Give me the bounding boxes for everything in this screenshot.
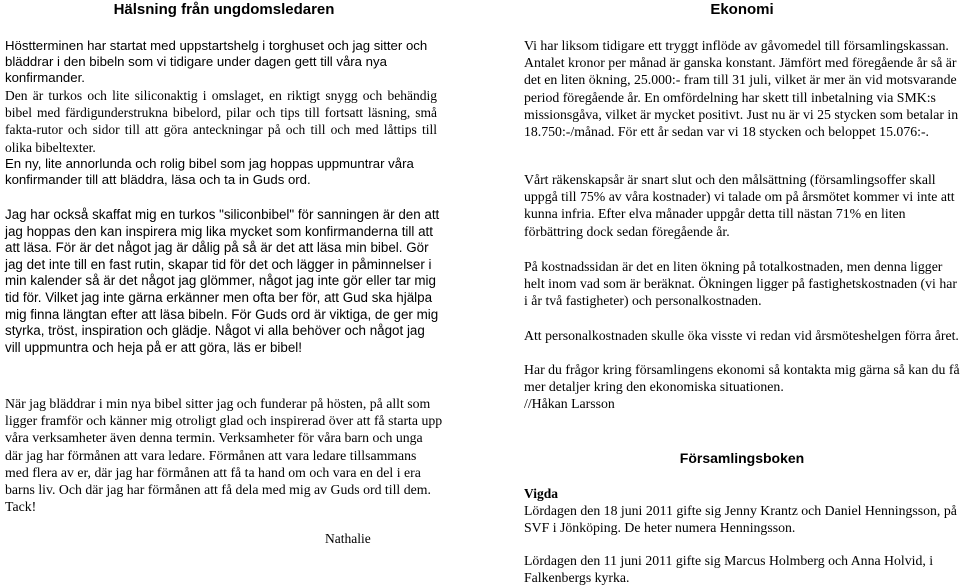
right-paragraph-4: Att personalkostnaden skulle öka visste vi redan vid årsmöteshelgen förra året. [524, 328, 959, 343]
left-paragraph-4: Jag har också skaffat mig en turkos "siliconbibel" för sanningen är den att jag hoppas den kan inspirera mig lika mycket som konfirmanderna till att att läsa. För är det något jag är dålig på så är det att läsa min bibel. Gör jag det inte till en fast rutin, skapar tid för det och lägger in påminnelser i min kalender så är det något jag glömmer, något jag inte gör eller tar mig tid för. Vilket jag inte gärna erkänner men ofta ber för, att Gud ska hjälpa mig finna längtan efter att läsa bibeln. För Guds ord är viktiga, de ger mig styrka, tröst, inspiration och glädje. Något vi alla behöver och något jag vill uppmuntra och heja på er att göra, läs er bibel! [5, 207, 440, 355]
left-paragraph-3: En ny, lite annorlunda och rolig bibel som jag hoppas uppmuntrar våra konfirmander till att bläddra, läsa och ta in Guds ord. [5, 156, 414, 187]
wedding-entry-1: Lördagen den 18 juni 2011 gifte sig Jenny Krantz och Daniel Henningsson, på SVF i Jönköping. De heter numera Henningsson. [524, 503, 957, 536]
right-paragraph-2: Vårt räkenskapsår är snart slut och den målsättning (församlingsoffer skall uppgå till 75% av våra kostnader) vi talade om på årsmötet kommer vi inte att kunna infria. Efter elva månader uppgår detta till nästan 71% en liten förbättring dock sedan föregående år. [524, 172, 955, 239]
left-heading: Hälsning från ungdomsledaren [113, 1, 335, 18]
right-paragraph-3: På kostnadssidan är det en liten ökning på totalkostnaden, men denna ligger helt inom vad som är beräknat. Ökningen ligger på fastighetskostnaden (vi har i år två fastigheter) och personalkostnaden. [524, 259, 957, 309]
left-paragraph-1: Höstterminen har startat med uppstartshelg i torghuset och jag sitter och bläddrar i den bibeln som vi tidigare under dagen gett till våra nya konfirmander. [5, 38, 428, 85]
right-paragraph-1: Vi har liksom tidigare ett tryggt inflöde av gåvomedel till församlingskassan. Antalet kronor per månad är ganska konstant. Jämfört med föregående år så är det en liten ökning, 25.000:- fram till 31 juli, vilket är mer än vid motsvarande period föregående år. En omfördelning har skett till inbetalning via SMK:s missionsgåva, vilket är mycket positivt. Just nu är vi 25 stycken som betalar in 18.750:-/månad. För ett år sedan var vi 18 stycken och beloppet 15.076:-. [524, 38, 959, 140]
wedding-entry-2: Lördagen den 11 juni 2011 gifte sig Marcus Holmberg och Anna Holvid, i Falkenbergs kyrka. [524, 553, 934, 586]
signature-nathalie: Nathalie [325, 531, 371, 546]
right-heading: Ekonomi [710, 1, 774, 18]
vigda-subheading: Vigda [524, 486, 559, 501]
left-paragraph-5: När jag bläddrar i min nya bibel sitter jag och funderar på hösten, på allt som ligger framför och känner mig otroligt glad och inspirerad över att få starta upp våra verksamheter även denna termin. Verksamheter för våra barn och unga där jag har förmånen att vara ledare. Förmånen att vara ledare tillsammans med flera av er, där jag har förmånen att få ta hand om och vara en del i era barns liv. Och där jag har förmånen att få dela med mig av Guds ord till dem. Tack! [5, 396, 443, 515]
left-paragraph-2: Den är turkos och lite siliconaktig i omslaget, en riktigt snygg och behändig bibel med färdigunderstrukna bibelord, pilar och tips till fortsatt läsning, små fakta-rutor och sidor till att göra anteckningar på och till och med låttips till olika bibeltexter. [5, 88, 437, 155]
forsamlingsboken-heading: Församlingsboken [679, 450, 805, 466]
right-signature: //Håkan Larsson [524, 396, 615, 411]
right-paragraph-5: Har du frågor kring församlingens ekonomi så kontakta mig gärna så kan du få mer detaljer kring den ekonomiska situationen. [524, 362, 960, 395]
